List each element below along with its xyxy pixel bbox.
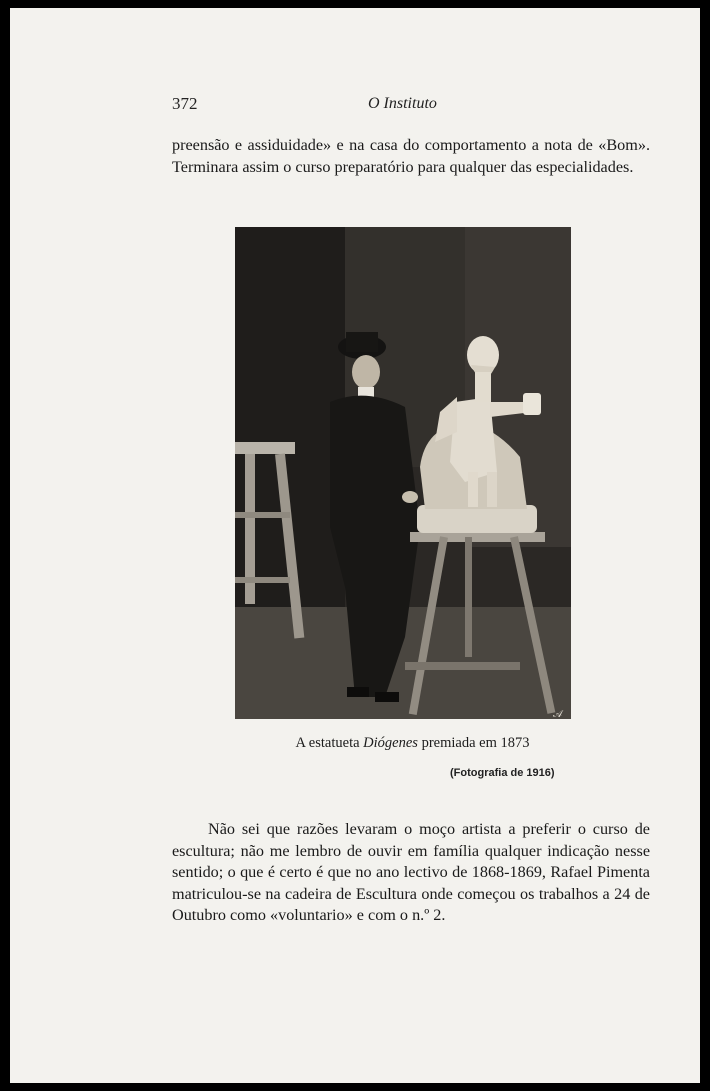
caption-suffix: premiada em 1873 bbox=[421, 735, 530, 751]
journal-title: O Instituto bbox=[368, 95, 437, 112]
paragraph-top: preensão e assiduidade» e na casa do comportamento a nota de «Bom». Terminara assim o curso preparatório para qualquer das especialidades. bbox=[172, 136, 650, 176]
photograph-sculptor-with-statuette bbox=[235, 227, 571, 719]
svg-text:𝒜: 𝒜 bbox=[553, 709, 563, 719]
photo-credit: (Fotografia de 1916) bbox=[450, 767, 555, 779]
page-number: 372 bbox=[172, 94, 198, 113]
caption-statue-name: Diógenes bbox=[363, 735, 418, 751]
caption-prefix: A estatueta bbox=[295, 735, 360, 751]
document-page bbox=[10, 8, 700, 1083]
page-header bbox=[172, 94, 652, 118]
paragraph-bottom: Não sei que razões levaram o moço artista a preferir o curso de escultura; não me lembro de ouvir em família qualquer indicação nesse sentido; o que é certo é que no ano lectivo de 1868-1869, Rafael Pimenta matriculou-se na cadeira de Escultura onde começou os trabalhos a 24 de Outubro como «voluntario» e com o n.º 2. bbox=[172, 820, 650, 924]
figure-caption bbox=[160, 735, 665, 752]
